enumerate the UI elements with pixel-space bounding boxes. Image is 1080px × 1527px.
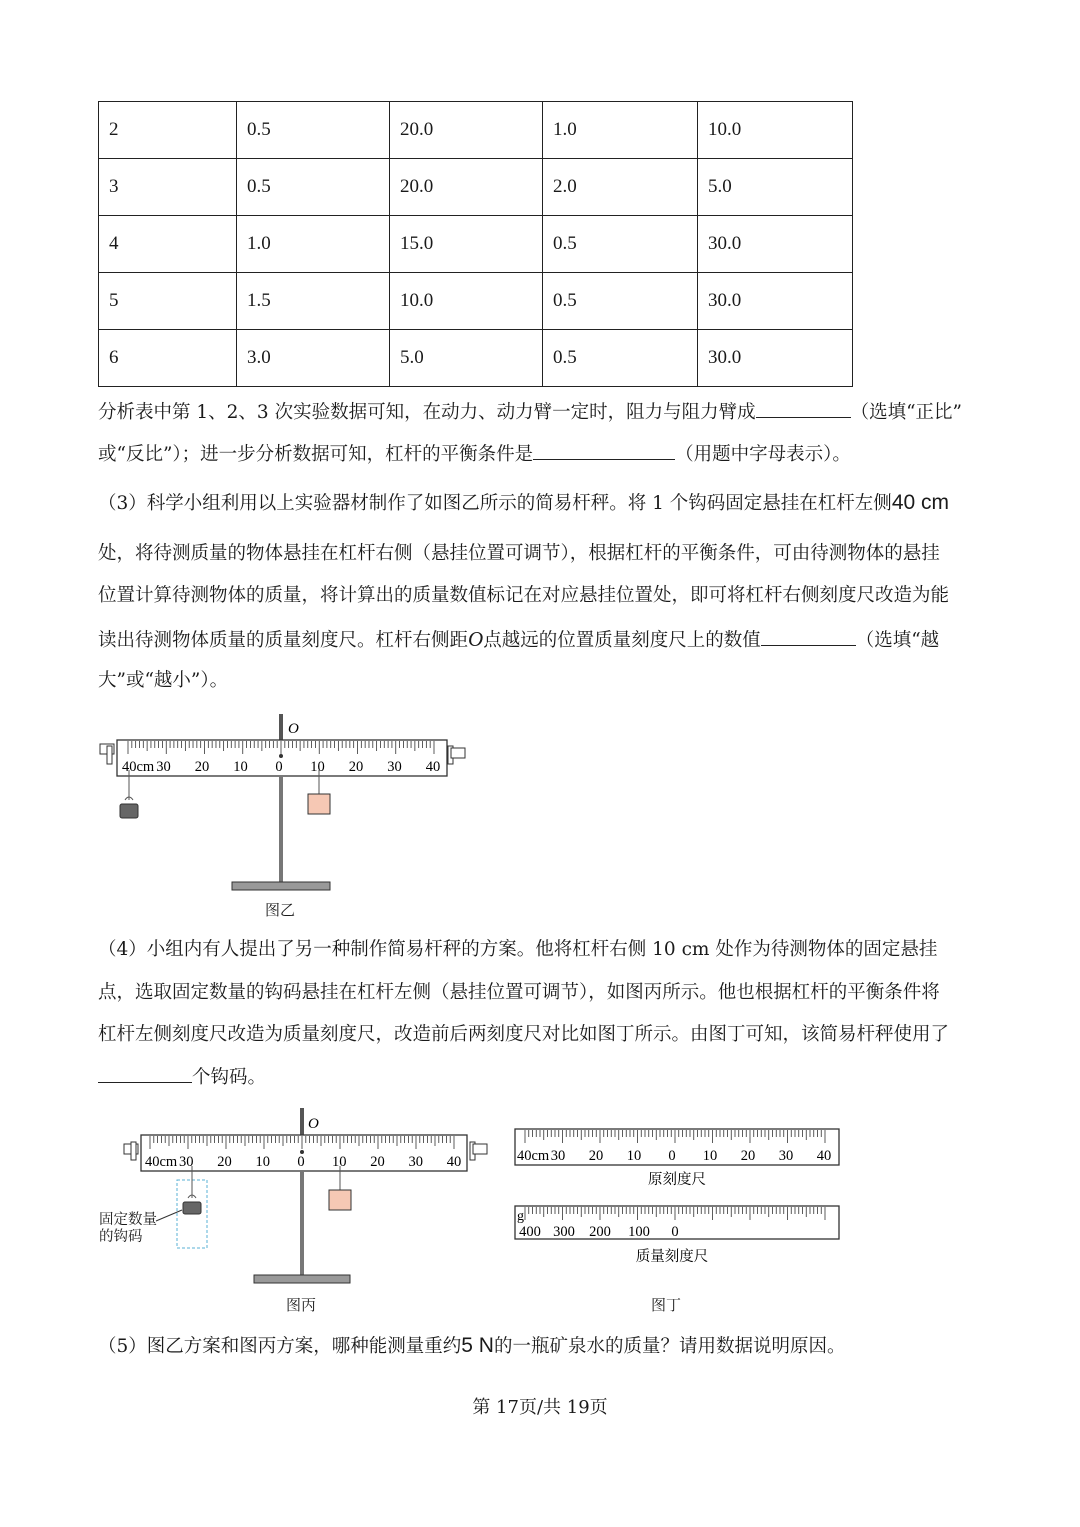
table-cell: 1.5 bbox=[237, 273, 390, 330]
p4-line3: 杠杆左侧刻度尺改造为质量刻度尺，改造前后两刻度尺对比如图丁所示。由图丁可知，该简易杆秤使用了 bbox=[98, 1024, 950, 1045]
table-cell: 5.0 bbox=[698, 159, 853, 216]
test-object bbox=[329, 1190, 351, 1210]
table-cell: 15.0 bbox=[390, 216, 543, 273]
ruler-label: 20 bbox=[588, 1148, 604, 1164]
table-row bbox=[99, 216, 853, 273]
p3-line5: 大”或“越小”）。 bbox=[98, 670, 229, 691]
table-cell: 0.5 bbox=[237, 159, 390, 216]
mass-ruler-label: 质量刻度尺 bbox=[635, 1249, 709, 1265]
hook-weight bbox=[120, 804, 138, 818]
mass-unit: g bbox=[517, 1209, 524, 1224]
answer-blank-3[interactable] bbox=[761, 627, 856, 646]
answer-blank-4[interactable] bbox=[98, 1064, 192, 1083]
caption-fig-yi: 图乙 bbox=[265, 901, 296, 919]
table-row bbox=[99, 273, 853, 330]
table-cell: 5.0 bbox=[390, 330, 543, 387]
table-row bbox=[99, 102, 853, 159]
ruler-label: 10 bbox=[255, 1154, 270, 1170]
data-table bbox=[98, 101, 853, 387]
figure-yi bbox=[95, 708, 475, 898]
table-cell: 10.0 bbox=[698, 102, 853, 159]
ruler-label: 30 bbox=[408, 1154, 423, 1170]
pivot-label: O bbox=[288, 721, 299, 737]
ruler-label: 20 bbox=[348, 759, 364, 775]
table-row bbox=[99, 330, 853, 387]
table-cell: 20.0 bbox=[390, 102, 543, 159]
table-cell: 2 bbox=[99, 102, 237, 159]
mass-ruler-label-value: 0 bbox=[671, 1224, 679, 1240]
ruler-label: 0 bbox=[275, 759, 283, 775]
table-cell: 10.0 bbox=[390, 273, 543, 330]
ruler-label: 0 bbox=[668, 1148, 676, 1164]
original-ruler-label: 原刻度尺 bbox=[648, 1172, 706, 1188]
ruler-label: 10 bbox=[233, 759, 248, 775]
ruler-label: 40cm bbox=[122, 759, 155, 775]
mass-ruler-label-value: 200 bbox=[589, 1224, 611, 1240]
ruler-label: 40cm bbox=[145, 1154, 178, 1170]
test-object bbox=[308, 794, 330, 814]
ruler-label: 40 bbox=[816, 1148, 832, 1164]
figure-bing bbox=[98, 1104, 498, 1289]
table-cell: 30.0 bbox=[698, 330, 853, 387]
table-cell: 4 bbox=[99, 216, 237, 273]
ruler-label: 10 bbox=[332, 1154, 347, 1170]
table-cell: 3 bbox=[99, 159, 237, 216]
p2-line2: 或“反比”）；进一步分析数据可知，杠杆的平衡条件是 （用题中字母表示）。 bbox=[98, 441, 851, 468]
ruler-label: 40 bbox=[425, 759, 441, 775]
p4-line2: 点，选取固定数量的钩码悬挂在杠杆左侧（悬挂位置可调节），如图丙所示。他也根据杠杆的平衡条件将 bbox=[98, 982, 940, 1003]
ruler-label: 10 bbox=[626, 1148, 642, 1164]
svg-text:O: O bbox=[308, 1116, 319, 1132]
mass-ruler-label-value: 400 bbox=[519, 1224, 541, 1240]
p3-line1: （3）科学小组利用以上实验器材制作了如图乙所示的简易杆秤。将 1 个钩码固定悬挂在杠杆左侧40 cm bbox=[98, 491, 949, 514]
ruler-label: 30 bbox=[387, 759, 402, 775]
p4-line1: （4）小组内有人提出了另一种制作简易杆秤的方案。他将杠杆右侧 10 cm 处作为待测物体的固定悬挂 bbox=[98, 939, 938, 960]
answer-blank-1[interactable] bbox=[756, 399, 851, 418]
p3-line2: 处，将待测质量的物体悬挂在杠杆右侧（悬挂位置可调节），根据杠杆的平衡条件，可由待测物体的悬挂 bbox=[98, 543, 940, 564]
table-row bbox=[99, 159, 853, 216]
ruler-label: 30 bbox=[778, 1148, 794, 1164]
page-footer: 第 17页/共 19页 bbox=[472, 1397, 608, 1418]
ruler-label: 40 bbox=[446, 1154, 462, 1170]
fixed-hooks-label: 固定数量 的钩码 bbox=[99, 1212, 157, 1245]
table-cell: 5 bbox=[99, 273, 237, 330]
ruler-label: 30 bbox=[156, 759, 171, 775]
table-cell: 1.0 bbox=[237, 216, 390, 273]
caption-fig-ding: 图丁 bbox=[651, 1296, 682, 1314]
table-cell: 1.0 bbox=[543, 102, 698, 159]
table-cell: 30.0 bbox=[698, 216, 853, 273]
p5-line1: （5）图乙方案和图丙方案，哪种能测量重约5 N的一瓶矿泉水的质量？请用数据说明原因。 bbox=[98, 1334, 846, 1357]
table-cell: 30.0 bbox=[698, 273, 853, 330]
ruler-label: 20 bbox=[217, 1154, 232, 1170]
ruler-label: 10 bbox=[310, 759, 325, 775]
p3-line4: 读出待测物体质量的质量刻度尺。杠杆右侧距O点越远的位置质量刻度尺上的数值 （选填“越 bbox=[98, 627, 940, 651]
stand-base bbox=[232, 882, 330, 890]
stand-pole bbox=[279, 776, 283, 882]
p3-line3: 位置计算待测物体的质量，将计算出的质量数值标记在对应悬挂位置处，即可将杠杆右侧刻度尺改造为能 bbox=[98, 585, 950, 606]
table-cell: 3.0 bbox=[237, 330, 390, 387]
table-cell: 0.5 bbox=[543, 330, 698, 387]
table-cell: 0.5 bbox=[543, 216, 698, 273]
ruler-label: 30 bbox=[179, 1154, 194, 1170]
table-cell: 0.5 bbox=[543, 273, 698, 330]
ruler-label: 20 bbox=[740, 1148, 756, 1164]
table-cell: 0.5 bbox=[237, 102, 390, 159]
ruler-label: 20 bbox=[370, 1154, 385, 1170]
table-cell: 6 bbox=[99, 330, 237, 387]
ruler-labels bbox=[122, 759, 440, 775]
hook-weight bbox=[183, 1202, 201, 1214]
mass-ruler-label-value: 100 bbox=[628, 1224, 650, 1240]
mass-ruler-label-value: 300 bbox=[553, 1224, 575, 1240]
p4-line4: 个钩码。 bbox=[98, 1064, 266, 1091]
table-cell: 2.0 bbox=[543, 159, 698, 216]
ruler-label: 0 bbox=[297, 1154, 305, 1170]
answer-blank-2[interactable] bbox=[533, 441, 675, 460]
caption-fig-bing: 图丙 bbox=[286, 1296, 317, 1314]
ruler-label: 40cm bbox=[517, 1148, 550, 1164]
figure-ding bbox=[512, 1126, 844, 1276]
table-cell: 20.0 bbox=[390, 159, 543, 216]
p2-line1: 分析表中第 1、2、3 次实验数据可知，在动力、动力臂一定时，阻力与阻力臂成 （选填“正比” bbox=[98, 399, 962, 426]
ruler-label: 10 bbox=[702, 1148, 718, 1164]
ruler-label: 30 bbox=[550, 1148, 566, 1164]
ruler-label: 20 bbox=[194, 759, 210, 775]
